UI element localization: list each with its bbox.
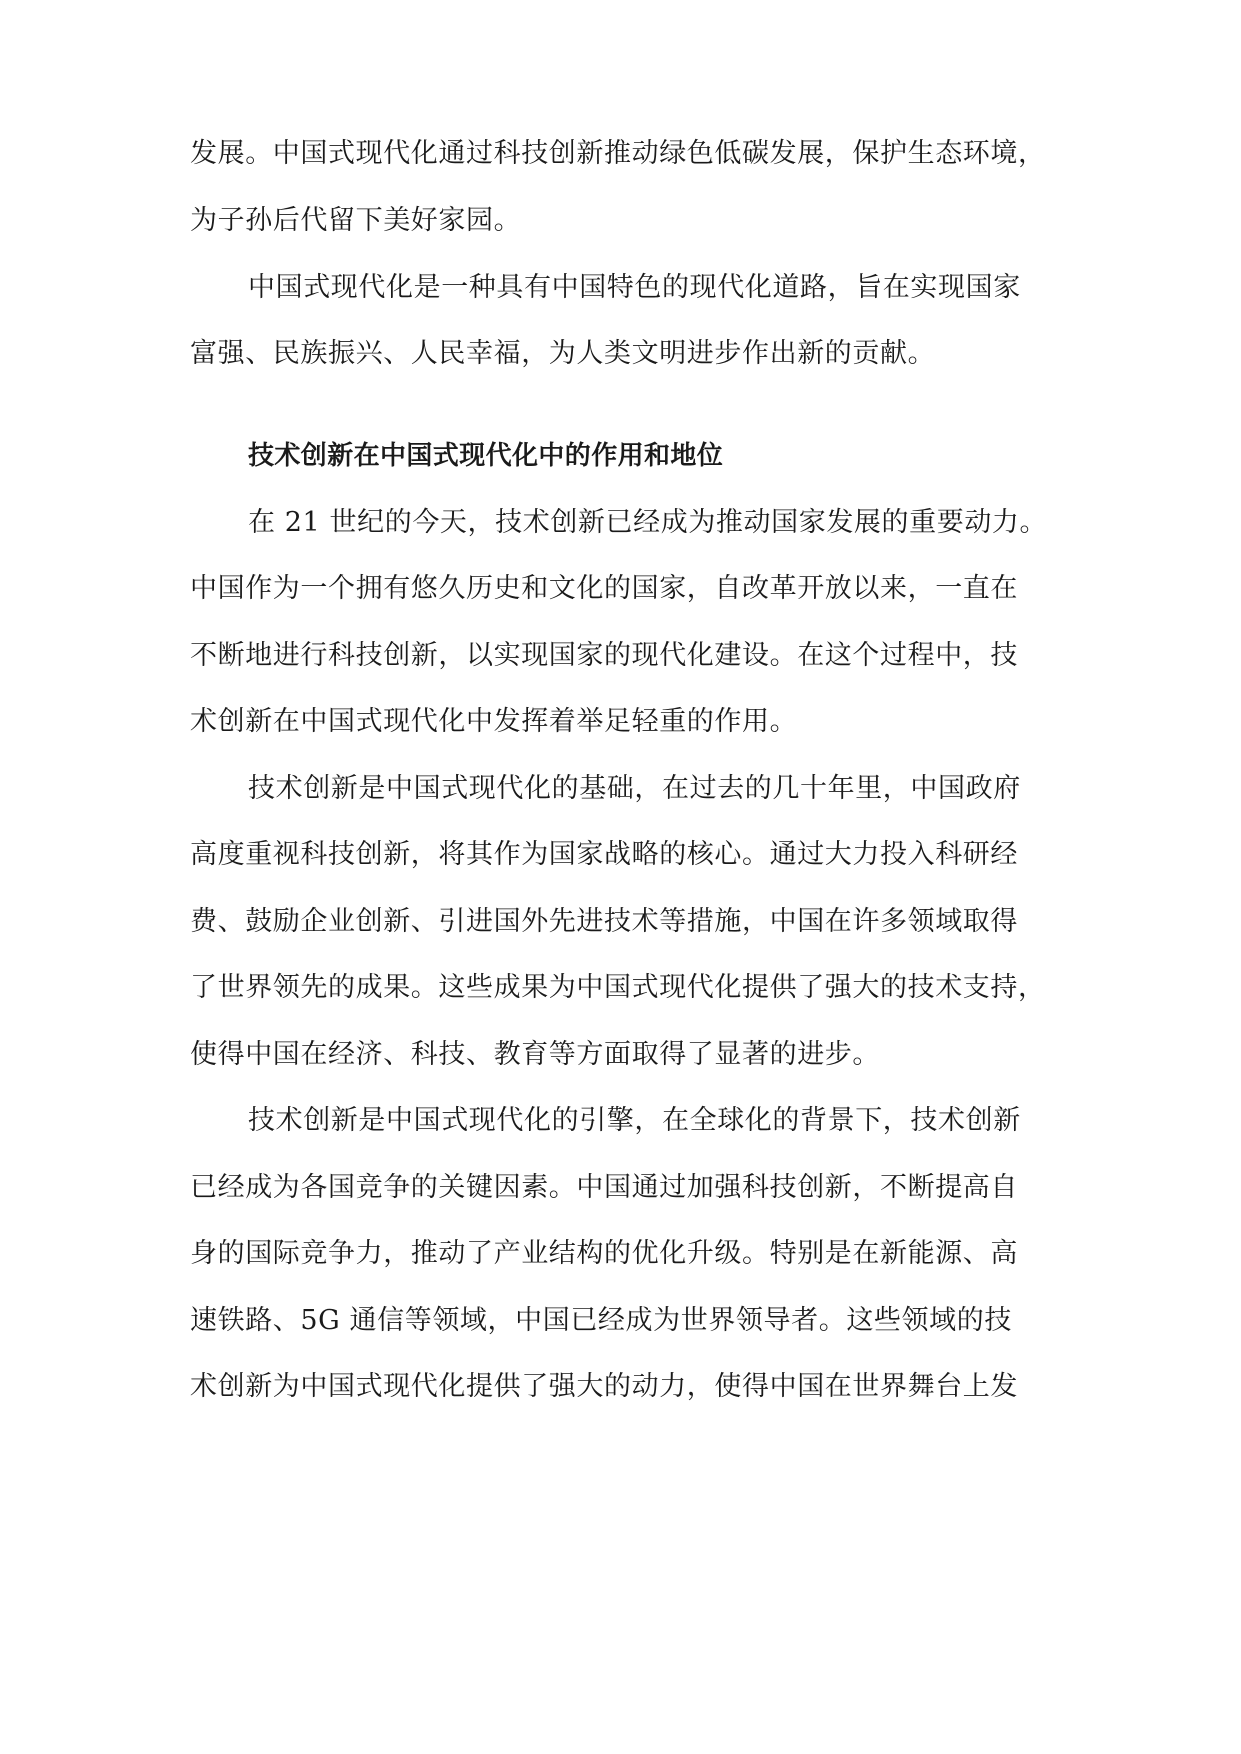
body-text-line: 已经成为各国竞争的关键因素。中国通过加强科技创新，不断提高自 (190, 1172, 1018, 1203)
body-text-line: 术创新为中国式现代化提供了强大的动力，使得中国在世界舞台上发 (190, 1371, 1018, 1402)
body-text-line: 不断地进行科技创新，以实现国家的现代化建设。在这个过程中，技 (190, 640, 1018, 671)
body-text-line: 使得中国在经济、科技、教育等方面取得了显著的进步。 (190, 1039, 880, 1070)
body-text-line: 速铁路、5G 通信等领域，中国已经成为世界领导者。这些领域的技 (190, 1305, 1012, 1336)
body-text-line: 富强、民族振兴、人民幸福，为人类文明进步作出新的贡献。 (190, 338, 936, 369)
paragraph-first-line: 技术创新是中国式现代化的引擎，在全球化的背景下，技术创新 (248, 1105, 1021, 1136)
body-text-line: 为子孙后代留下美好家园。 (190, 205, 522, 236)
body-text-line: 发展。中国式现代化通过科技创新推动绿色低碳发展，保护生态环境， (190, 138, 1046, 169)
section-heading: 技术创新在中国式现代化中的作用和地位 (248, 441, 724, 471)
body-text-line: 了世界领先的成果。这些成果为中国式现代化提供了强大的技术支持， (190, 972, 1046, 1003)
body-text-line: 费、鼓励企业创新、引进国外先进技术等措施，中国在许多领域取得 (190, 906, 1018, 937)
body-text-line: 高度重视科技创新，将其作为国家战略的核心。通过大力投入科研经 (190, 839, 1018, 870)
paragraph-first-line: 中国式现代化是一种具有中国特色的现代化道路，旨在实现国家 (248, 272, 1021, 303)
body-text-line: 术创新在中国式现代化中发挥着举足轻重的作用。 (190, 706, 798, 737)
body-text-line: 身的国际竞争力，推动了产业结构的优化升级。特别是在新能源、高 (190, 1238, 1018, 1269)
body-text-line: 中国作为一个拥有悠久历史和文化的国家，自改革开放以来，一直在 (190, 573, 1018, 604)
paragraph-first-line: 技术创新是中国式现代化的基础，在过去的几十年里，中国政府 (248, 773, 1021, 804)
paragraph-first-line: 在 21 世纪的今天，技术创新已经成为推动国家发展的重要动力。 (248, 507, 1048, 538)
